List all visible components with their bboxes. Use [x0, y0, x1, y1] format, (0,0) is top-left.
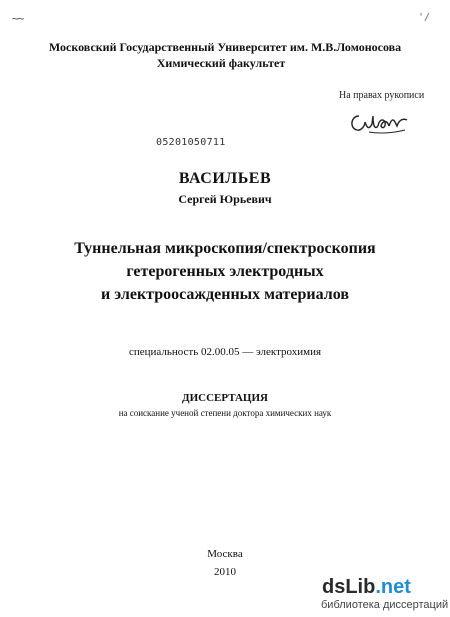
- city: Москва: [207, 548, 243, 560]
- watermark-logo-tld: .net: [375, 576, 411, 598]
- title-line-3: и электроосажденных материалов: [101, 286, 349, 303]
- specialty-line: специальность 02.00.05 — электрохимия: [128, 346, 322, 358]
- author-name: Сергей Юрьевич: [178, 192, 272, 206]
- year: 2010: [214, 566, 236, 578]
- watermark-logo-main: dsLib: [322, 576, 376, 598]
- degree-line: на соискание ученой степени доктора химических наук: [118, 408, 332, 418]
- watermark-logo[interactable]: [322, 576, 411, 599]
- scan-mark-top-left: ~~: [12, 12, 24, 25]
- watermark-tagline: библиотека диссертаций: [321, 599, 449, 611]
- faculty-name: Химический факультет: [156, 56, 286, 70]
- title-line-2: гетерогенных электродных: [126, 263, 324, 280]
- university-name: Московский Государственный Университет им. М.В.Ломоносова: [48, 40, 402, 54]
- manuscript-note: На правах рукописи: [339, 90, 425, 101]
- title-line-1: Туннельная микроскопия/спектроскопия: [74, 240, 376, 257]
- scan-mark-top-right: '/: [418, 12, 431, 23]
- signature-icon: [345, 106, 415, 140]
- document-type: ДИССЕРТАЦИЯ: [182, 392, 268, 404]
- author-surname: ВАСИЛЬЕВ: [178, 170, 272, 187]
- record-code: 05201050711: [156, 137, 226, 148]
